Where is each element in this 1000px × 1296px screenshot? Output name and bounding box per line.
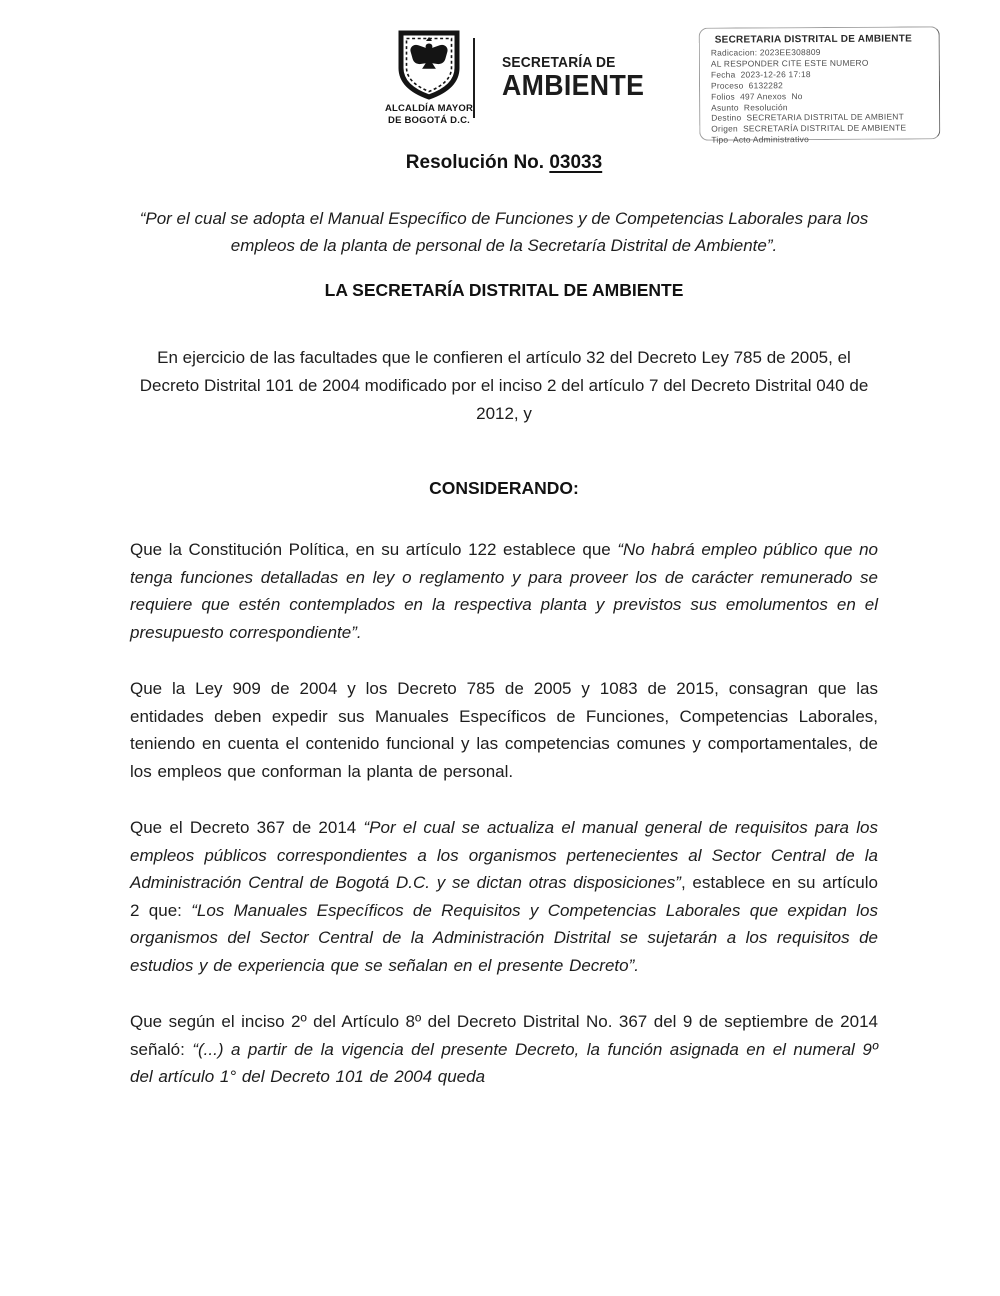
quoted-text: “(...) a partir de la vigencia del presente Decreto, la función asignada en el numeral 9º del artículo 1° del Decreto 101 de 2004 queda xyxy=(130,1039,878,1086)
quoted-text: “No habrá empleo público que no tenga funciones detalladas en ley o reglamento y para proveer los de carácter remunerado se requiere que estén contemplados en la respectiva planta y previstos sus emolumentos en el presupuesto correspondiente”. xyxy=(130,540,878,642)
stamp-line: Proceso 6132282 xyxy=(710,79,784,91)
resolution-number: 03033 xyxy=(549,152,603,173)
body-paragraphs xyxy=(130,536,878,1091)
resolution-title xyxy=(130,152,878,174)
stamp-line: Destino SECRETARIA DISTRITAL DE AMBIENT xyxy=(711,111,904,124)
stamp-line: Folios 497 Anexos No xyxy=(711,90,803,102)
stamp-title: SECRETARIA DISTRITAL DE AMBIENTE xyxy=(714,33,913,46)
preamble: En ejercicio de las facultades que le confieren el artículo 32 del Decreto Ley 785 de 2005, el Decreto Distrital 101 de 2004 modificado por el inciso 2 del artículo 7 del Decreto Distrital 040 de 2012, y xyxy=(139,348,869,423)
quoted-text: “Por el cual se actualiza el manual general de requisitos para los empleos públicos correspondientes a los organismos pertenecientes al Sector Central de la Administración Central de Bogotá D.C. y se dictan otras disposiciones” xyxy=(130,818,878,892)
stamp-line: Tipo Acto Administrativo xyxy=(711,134,810,145)
quoted-text: “Los Manuales Específicos de Requisitos y Competencias Laborales que expidan los organismos del Sector Central de la Administración Distrital se sujetarán a los requisitos de estudios y de experiencia que se señalan en el presente Decreto”. xyxy=(130,900,878,975)
logo-caption-line2: DE BOGOTÁ D.C. xyxy=(388,114,470,126)
entity-name-line2: AMBIENTE xyxy=(502,70,645,102)
paragraph-text: Que la Constitución Política, en su artículo 122 establece que xyxy=(130,540,618,559)
resolution-title-prefix: Resolución No. xyxy=(405,152,550,173)
paragraph-text: Que el Decreto 367 de 2014 xyxy=(130,818,364,837)
stamp-line: Asunto Resolución xyxy=(711,101,788,113)
stamp-details xyxy=(711,46,934,146)
paragraph-text: Que según el inciso 2º del Artículo 8º del Decreto Distrital No. 367 del 9 de septiembre de 2014 señaló: xyxy=(130,1012,878,1059)
document-content xyxy=(130,152,878,1120)
body-paragraph xyxy=(130,536,878,646)
issuer-heading: LA SECRETARÍA DISTRITAL DE AMBIENTE xyxy=(324,280,684,300)
stamp-line: Fecha 2023-12-26 17:18 xyxy=(710,68,811,80)
considerando-heading: CONSIDERANDO: xyxy=(429,478,579,498)
bogota-logo xyxy=(384,30,474,126)
entity-name-line1: SECRETARÍA DE xyxy=(502,54,616,71)
body-paragraph xyxy=(130,814,878,979)
filing-stamp xyxy=(699,26,941,145)
letterhead-divider xyxy=(473,38,475,118)
stamp-line: Origen SECRETARÍA DISTRITAL DE AMBIENTE xyxy=(711,122,907,135)
bogota-coat-of-arms-icon xyxy=(397,30,461,100)
paragraph-text: Que la Ley 909 de 2004 y los Decreto 785 de 2005 y 1083 de 2015, consagran que las entidades deben expedir sus Manuales Específicos de Funciones, Competencias Laborales, teniendo en cuenta el contenido funcional y las competencias comunes y comportamentales, de los empleos que conforman la planta de personal. xyxy=(130,679,878,781)
logo-caption-line1: ALCALDÍA MAYOR xyxy=(384,103,474,114)
stamp-line: AL RESPONDER CITE ESTE NUMERO xyxy=(710,57,869,69)
paragraph-text: , establece en su artículo 2 que: xyxy=(130,873,878,920)
resolution-subject: “Por el cual se adopta el Manual Específico de Funciones y de Competencias Laborales para los empleos de la planta de personal de la Secretaría Distrital de Ambiente”. xyxy=(139,209,869,255)
entity-name xyxy=(502,54,644,101)
body-paragraph xyxy=(130,1008,878,1091)
stamp-line: Radicacion: 2023EE308809 xyxy=(710,46,821,58)
body-paragraph xyxy=(130,675,878,785)
